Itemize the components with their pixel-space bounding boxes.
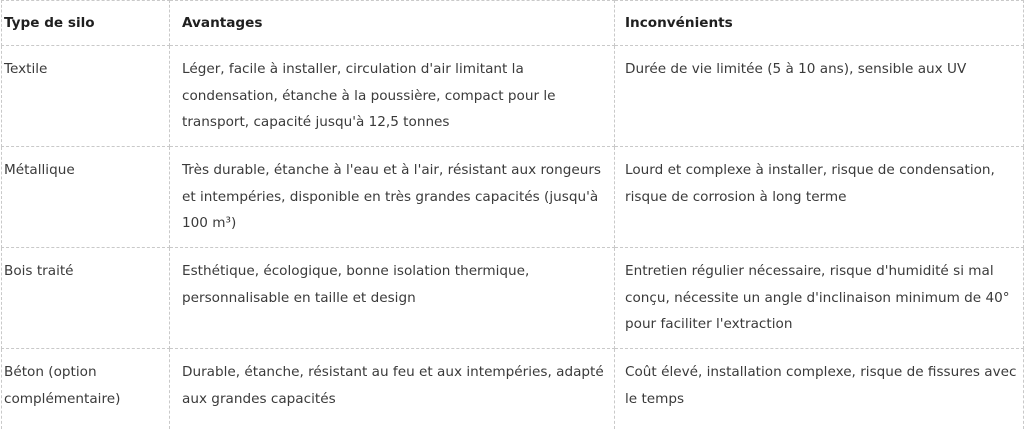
cell-avantages: Esthétique, écologique, bonne isolation thermique, personnalisable en taille et design: [170, 248, 615, 349]
cell-inconvenients: Entretien régulier nécessaire, risque d'humidité si mal conçu, nécessite un angle d'inclinaison minimum de 40° pour faciliter l'extraction: [615, 248, 1024, 349]
cell-inconvenients: Durée de vie limitée (5 à 10 ans), sensible aux UV: [615, 46, 1024, 147]
header-inconvenients: Inconvénients: [615, 1, 1024, 46]
silo-comparison-table: [1, 0, 1024, 429]
table-row: [2, 147, 1024, 248]
cell-type: Textile: [2, 46, 170, 147]
header-avantages: Avantages: [170, 1, 615, 46]
cell-avantages: Durable, étanche, résistant au feu et aux intempéries, adapté aux grandes capacités: [170, 349, 615, 429]
cell-avantages: Très durable, étanche à l'eau et à l'air, résistant aux rongeurs et intempéries, disponible en très grandes capacités (jusqu'à 100 m³): [170, 147, 615, 248]
cell-inconvenients: Coût élevé, installation complexe, risque de fissures avec le temps: [615, 349, 1024, 429]
table-row: [2, 248, 1024, 349]
cell-type: Béton (option complémentaire): [2, 349, 170, 429]
table-row: [2, 46, 1024, 147]
header-type: Type de silo: [2, 1, 170, 46]
table-row: [2, 349, 1024, 429]
table-header-row: [2, 1, 1024, 46]
cell-inconvenients: Lourd et complexe à installer, risque de condensation, risque de corrosion à long terme: [615, 147, 1024, 248]
cell-type: Bois traité: [2, 248, 170, 349]
cell-type: Métallique: [2, 147, 170, 248]
cell-avantages: Léger, facile à installer, circulation d'air limitant la condensation, étanche à la poussière, compact pour le transport, capacité jusqu'à 12,5 tonnes: [170, 46, 615, 147]
